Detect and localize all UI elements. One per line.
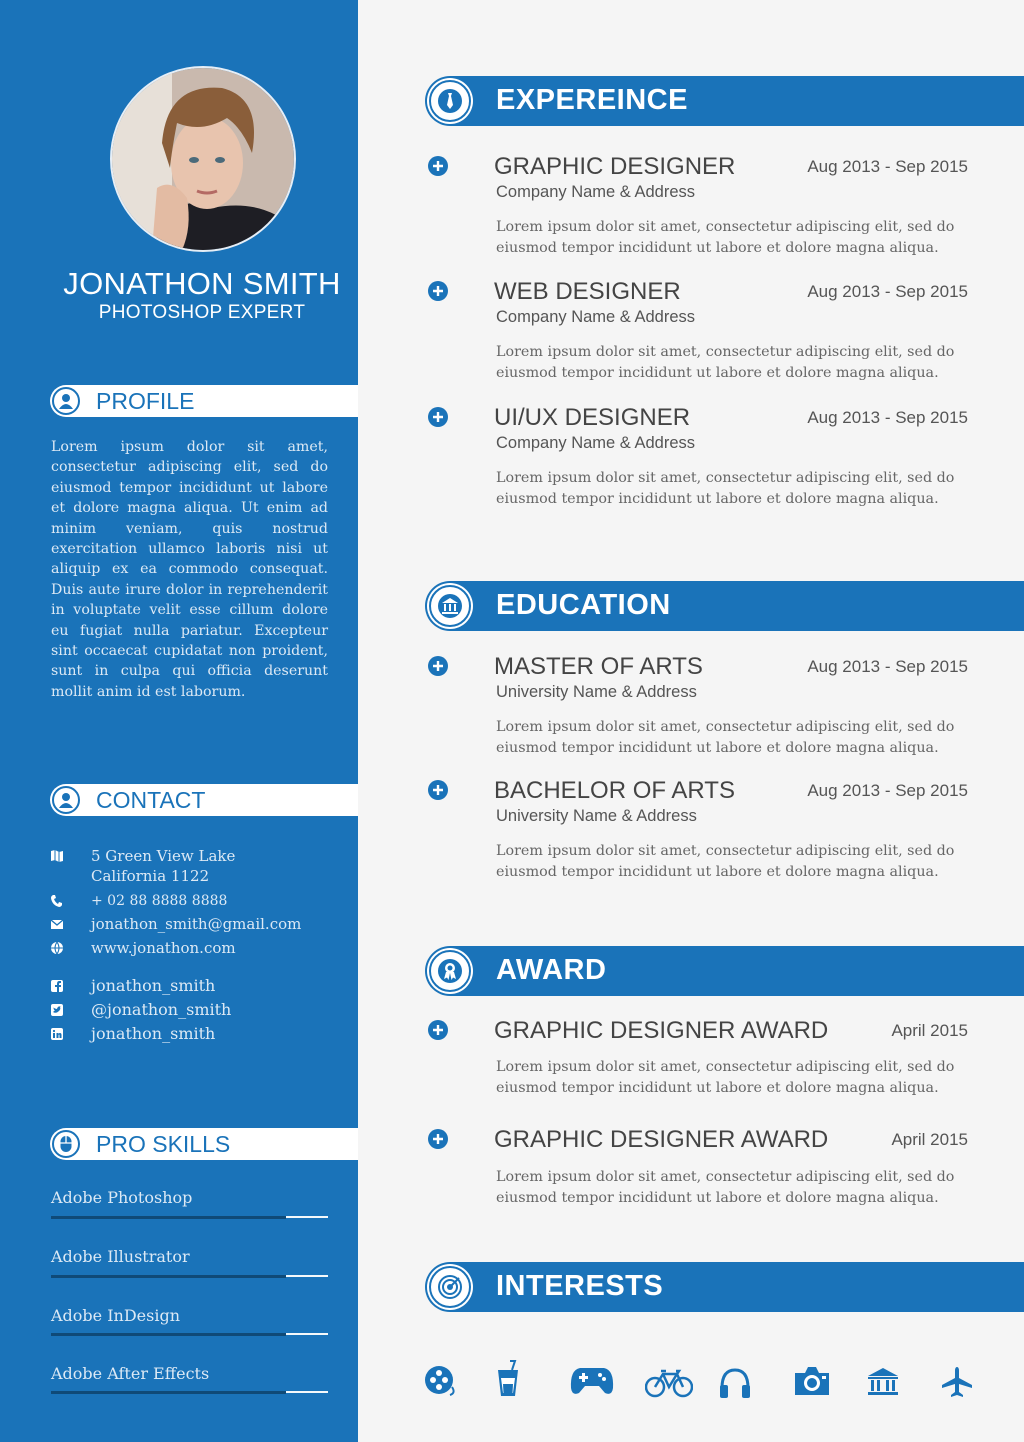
entry-subtitle: Company Name & Address xyxy=(496,183,696,201)
skill-bar xyxy=(51,1216,328,1218)
award-icon xyxy=(429,950,471,992)
gamepad-icon xyxy=(570,1366,614,1396)
camera-icon xyxy=(793,1365,831,1397)
plus-icon xyxy=(427,155,449,177)
phone-icon xyxy=(50,894,64,908)
entry-description: Lorem ipsum dolor sit amet, consectetur adipiscing elit, sed do eiusmod tempor incididunt ut labore et dolore magna aliqua. xyxy=(496,719,955,756)
entry-description: Lorem ipsum dolor sit amet, consectetur adipiscing elit, sed do eiusmod tempor incididunt ut labore et dolore magna aliqua. xyxy=(496,219,955,256)
film-reel-icon xyxy=(424,1363,458,1397)
entry-date: Aug 2013 - Sep 2015 xyxy=(807,408,968,427)
contact-title: CONTACT xyxy=(96,787,206,813)
drink-cup-icon xyxy=(495,1360,521,1398)
entry-date: Aug 2013 - Sep 2015 xyxy=(807,657,968,676)
entry-date: April 2015 xyxy=(891,1130,968,1149)
sidebar xyxy=(0,0,358,1442)
twitter-icon xyxy=(50,1003,64,1017)
bank-icon xyxy=(866,1367,900,1397)
linkedin-text: jonathon_smith xyxy=(91,1024,216,1043)
email-text: jonathon_smith@gmail.com xyxy=(91,915,302,933)
website-text: www.jonathon.com xyxy=(91,939,236,957)
twitter-text: @jonathon_smith xyxy=(91,1000,232,1019)
profile-text: Lorem ipsum dolor sit amet, consectetur adipiscing elit, sed do eiusmod tempor incididunt ut labore et dolore magna aliqua. Ut enim ad minim veniam, quis nostrud exercitation ullamco laboris nisi ut aliquip ex ea commodo consequat. Duis aute irure dolor in reprehenderit in voluptate velit esse cillum dolore eu fugiat nulla pariatur. Excepteur sint occaecat cupidatat non proident, sunt in culpa qui officia deserunt mollit anim id est laborum. xyxy=(51,439,328,700)
entry-description: Lorem ipsum dolor sit amet, consectetur adipiscing elit, sed do eiusmod tempor incididunt ut labore et dolore magna aliqua. xyxy=(496,1169,955,1206)
linkedin-icon xyxy=(50,1027,64,1041)
entry-title: UI/UX DESIGNER xyxy=(494,404,691,431)
email-icon xyxy=(50,917,64,931)
profile-title: PROFILE xyxy=(96,388,195,414)
entry-subtitle: Company Name & Address xyxy=(496,434,696,452)
skill-label: Adobe After Effects xyxy=(51,1364,210,1383)
education-heading xyxy=(425,581,1024,631)
plus-icon xyxy=(427,1128,449,1150)
skill-label: Adobe InDesign xyxy=(51,1306,181,1325)
skill-bar xyxy=(51,1391,328,1393)
entry-subtitle: University Name & Address xyxy=(496,683,697,701)
plus-icon xyxy=(427,280,449,302)
bicycle-icon xyxy=(645,1368,693,1398)
entry-title: GRAPHIC DESIGNER xyxy=(494,153,736,180)
skill-bar xyxy=(51,1333,328,1335)
contact-heading xyxy=(50,784,358,816)
globe-icon xyxy=(50,941,64,955)
user-icon xyxy=(52,387,80,415)
interests-heading xyxy=(425,1262,1024,1312)
entry-date: Aug 2013 - Sep 2015 xyxy=(807,157,968,176)
entry-title: WEB DESIGNER xyxy=(494,278,681,305)
map-icon xyxy=(50,849,64,863)
entry-subtitle: Company Name & Address xyxy=(496,308,696,326)
entry-description: Lorem ipsum dolor sit amet, consectetur adipiscing elit, sed do eiusmod tempor incididunt ut labore et dolore magna aliqua. xyxy=(496,843,955,880)
skill-bar-fill xyxy=(51,1216,286,1219)
skill-label: Adobe Illustrator xyxy=(51,1247,190,1266)
skill-label: Adobe Photoshop xyxy=(51,1188,193,1207)
facebook-icon xyxy=(50,979,64,993)
skill-bar-fill xyxy=(51,1391,286,1394)
entry-title: MASTER OF ARTS xyxy=(494,653,703,680)
avatar xyxy=(110,66,296,252)
skills-heading xyxy=(50,1128,358,1160)
skills-title: PRO SKILLS xyxy=(96,1131,231,1157)
person-role: PHOTOSHOP EXPERT xyxy=(98,302,306,323)
entry-subtitle: University Name & Address xyxy=(496,807,697,825)
plus-icon xyxy=(427,779,449,801)
award-title: AWARD xyxy=(496,954,607,986)
airplane-icon xyxy=(941,1366,973,1398)
address-line2: California 1122 xyxy=(91,867,210,885)
phone-text: + 02 88 8888 8888 xyxy=(91,893,228,909)
experience-heading xyxy=(425,76,1024,126)
person-name: JONATHON SMITH xyxy=(63,266,341,301)
entry-description: Lorem ipsum dolor sit amet, consectetur adipiscing elit, sed do eiusmod tempor incididunt ut labore et dolore magna aliqua. xyxy=(496,470,955,507)
skill-bar xyxy=(51,1275,328,1277)
entry-description: Lorem ipsum dolor sit amet, consectetur adipiscing elit, sed do eiusmod tempor incididunt ut labore et dolore magna aliqua. xyxy=(496,1059,955,1096)
plus-icon xyxy=(427,1019,449,1041)
award-heading xyxy=(425,946,1024,996)
facebook-text: jonathon_smith xyxy=(91,976,216,995)
plus-icon xyxy=(427,406,449,428)
entry-date: April 2015 xyxy=(891,1021,968,1040)
address-line1: 5 Green View Lake xyxy=(91,847,236,865)
tie-icon xyxy=(429,80,471,122)
interests-title: INTERESTS xyxy=(496,1270,664,1302)
entry-description: Lorem ipsum dolor sit amet, consectetur adipiscing elit, sed do eiusmod tempor incididunt ut labore et dolore magna aliqua. xyxy=(496,344,955,381)
skill-bar-fill xyxy=(51,1333,286,1336)
entry-title: GRAPHIC DESIGNER AWARD xyxy=(494,1017,829,1044)
profile-heading xyxy=(50,385,358,417)
education-title: EDUCATION xyxy=(496,589,671,621)
user-icon xyxy=(52,786,80,814)
plus-icon xyxy=(427,655,449,677)
headphones-icon xyxy=(718,1366,752,1400)
mouse-icon xyxy=(52,1130,80,1158)
entry-title: GRAPHIC DESIGNER AWARD xyxy=(494,1126,829,1153)
entry-date: Aug 2013 - Sep 2015 xyxy=(807,282,968,301)
target-icon xyxy=(429,1266,471,1308)
bank-icon xyxy=(429,585,471,627)
skill-bar-fill xyxy=(51,1275,286,1278)
entry-date: Aug 2013 - Sep 2015 xyxy=(807,781,968,800)
entry-title: BACHELOR OF ARTS xyxy=(494,777,735,804)
experience-title: EXPEREINCE xyxy=(496,84,688,116)
